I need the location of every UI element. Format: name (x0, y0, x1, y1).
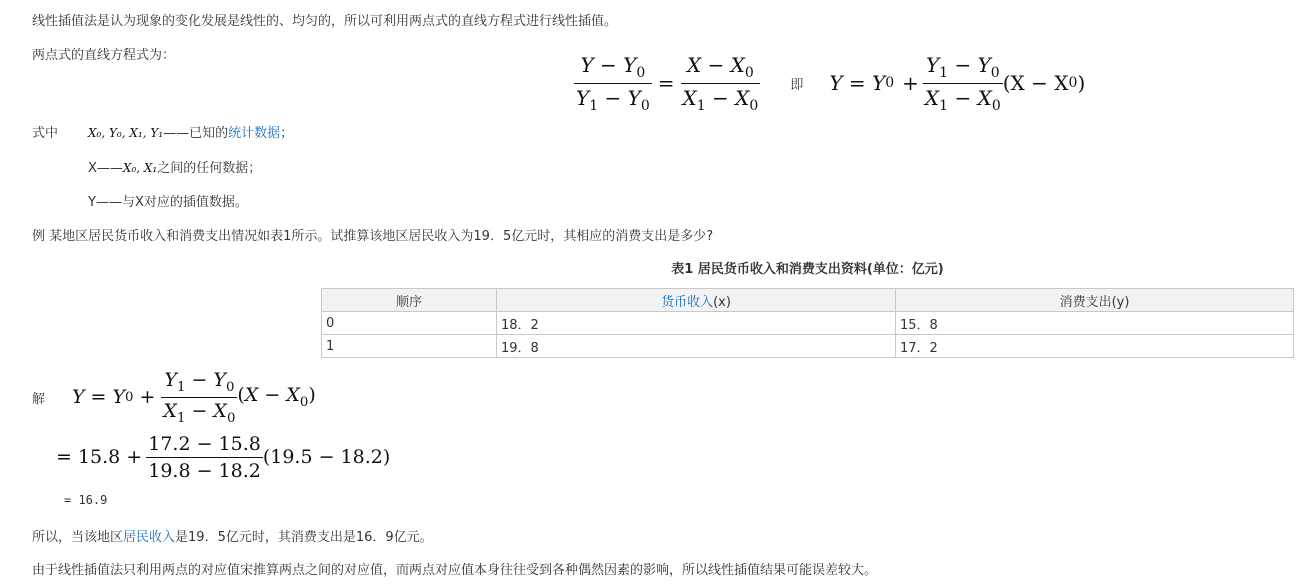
conclusion-suffix: 是19．5亿元时，其消费支出是16．9亿元。 (175, 530, 433, 545)
table-cell: 1 (322, 335, 497, 358)
statistics-data-link[interactable]: 统计数据 (228, 126, 281, 141)
where-label: 式中 (32, 126, 59, 141)
closing-paragraph: 由于线性插值法只利用两点的对应值宋推算两点之间的对应值，而两点对应值本身往往受到各种偶然因素的影响，所以线性插值结果可能误差较大。 (32, 563, 878, 578)
table-cell: 0 (322, 312, 497, 335)
solution-result: = 16.9 (64, 493, 108, 507)
where-line-2-text: 之间的任何数据； (157, 161, 262, 176)
table-header-row (322, 289, 1294, 312)
lhs-fraction: $\frac{Y - Y_0}{Y_1 - Y_0}$ (576, 52, 650, 114)
lhs-denominator: Y (576, 85, 590, 110)
step-2-denominator: 19.8 − 18.2 (146, 457, 263, 482)
header-order: 顺序 (322, 289, 497, 312)
header-expense: 消费支出(y) (896, 289, 1294, 312)
where-line-2 (88, 157, 261, 176)
currency-income-link[interactable]: 货币收入 (661, 294, 714, 310)
header-income-unit: (x) (713, 294, 731, 310)
example-paragraph: 例 某地区居民货币收入和消费支出情况如表1所示。试推算该地区居民收入为19．5亿元时，其相应的消费支出是多少? (32, 229, 714, 244)
solution-label: 解 (32, 392, 46, 407)
table-row (322, 312, 1294, 335)
table-row (322, 335, 1294, 358)
step-2-numerator: 17.2 − 15.8 (148, 432, 261, 455)
where-line-3: Y——与X对应的插值数据。 (88, 195, 248, 210)
table-cell: 18．2 (497, 312, 896, 335)
where-line-2-prefix: X—— (88, 161, 123, 176)
result-tail: (X − X (1002, 71, 1069, 95)
data-table (321, 288, 1294, 358)
step-2-tail: (19.5 − 18.2) (262, 446, 391, 468)
connector-text: 即 (790, 77, 804, 93)
result-denominator: X (924, 85, 940, 110)
where-line-1-end: ； (280, 126, 294, 141)
where-line-2-vars: X₀, X₁ (122, 161, 158, 175)
result-lhs: Y = Y (829, 71, 886, 95)
result-numerator: Y (925, 52, 940, 77)
result-fraction: $\frac{Y_1 - Y_0}{X_1 - X_0}$ (924, 52, 1001, 114)
intro-paragraph: 线性插值法是认为现象的变化发展是线性的、均匀的，所以可利用两点式的直线方程式进行线性插值。 (32, 14, 618, 29)
rhs-fraction: $\frac{X - X_0}{X_1 - X_0}$ (682, 52, 759, 114)
table-caption: 表1 居民货币收入和消费支出资料(单位：亿元) (671, 262, 944, 277)
solution-step-2 (56, 430, 390, 484)
header-income (497, 289, 896, 312)
rhs-denominator: X (682, 85, 697, 110)
table-cell: 17．2 (896, 335, 1294, 358)
conclusion-paragraph (32, 526, 433, 545)
where-line-1-text: ——已知的 (163, 126, 229, 141)
rhs-numerator: X − X (686, 52, 745, 77)
conclusion-prefix: 所以，当该地区 (32, 530, 124, 545)
solution-step-1: Y = Y 0 + $\frac{Y_1 - Y_0}{X_1 - X_0}$ $(X - X_0)$ (72, 368, 316, 426)
step-2-fraction (146, 433, 263, 482)
two-point-formula: $\frac{Y - Y_0}{Y_1 - Y_0}$ = $\frac{X - X_0}{X_1 - X_0}$ 即 Y = Y 0 + $\frac{Y_1 - Y_0}{X_1 - X_0}$ (X − X 0 ) (576, 52, 1086, 114)
two-point-label: 两点式的直线方程式为： (32, 48, 176, 63)
resident-income-link[interactable]: 居民收入 (123, 530, 176, 545)
where-line-1-vars: X₀, Y₀, X₁, Y₁ (88, 126, 164, 140)
lhs-numerator: Y − Y (580, 52, 637, 77)
table-cell: 19．8 (497, 335, 896, 358)
where-line-1 (88, 122, 293, 141)
table-cell: 15．8 (896, 312, 1294, 335)
step-2-prefix: = 15.8 + (56, 446, 143, 468)
